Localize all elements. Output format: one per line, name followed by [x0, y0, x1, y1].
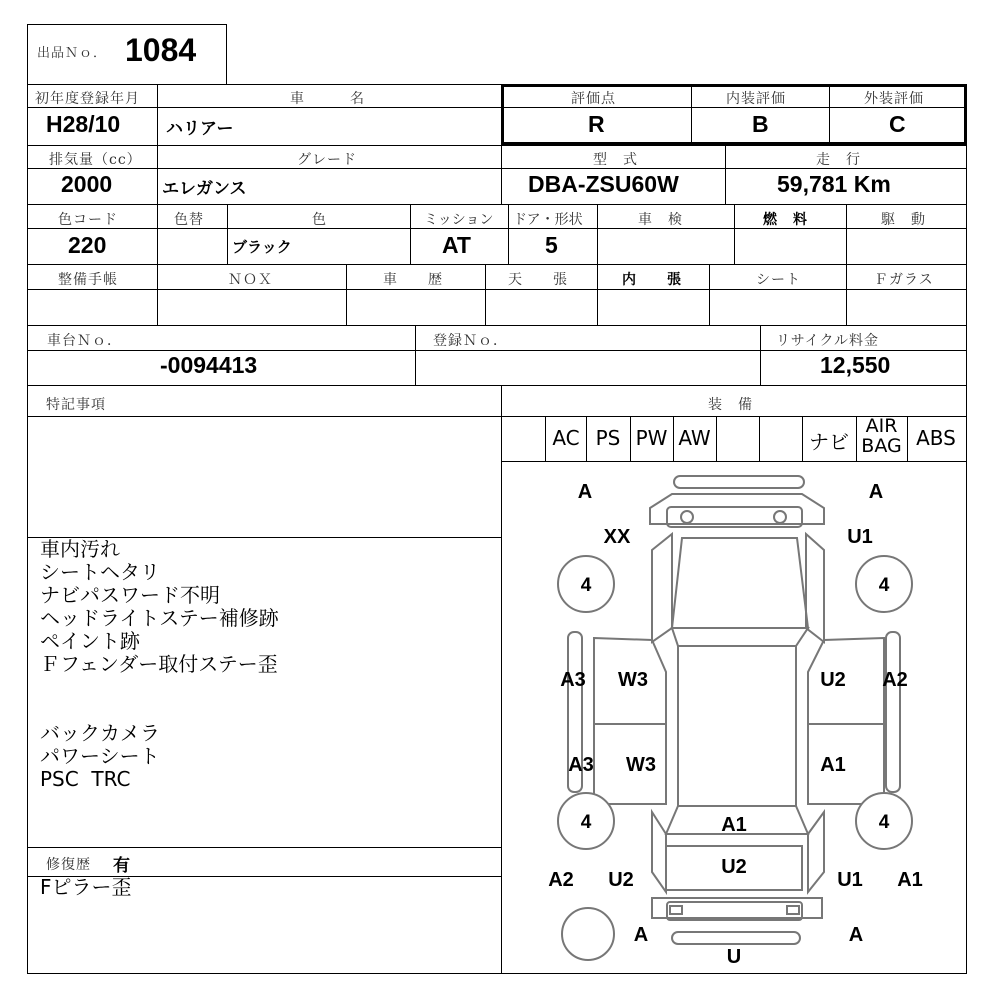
rule: [157, 264, 158, 325]
equipment-aw: AW: [678, 426, 711, 450]
rule: [597, 204, 598, 264]
rule: [734, 204, 735, 264]
rule: [485, 264, 486, 325]
note-line: パワーシート: [40, 744, 160, 768]
damage-mark: A: [848, 924, 864, 946]
lot-number: 1084: [125, 32, 197, 68]
damage-mark: U1: [847, 526, 873, 548]
mileage-label: 走 行: [816, 152, 861, 168]
rule: [27, 416, 967, 417]
interior-score-label: 内装評価: [726, 91, 786, 107]
chassis-number-value: -0094413: [160, 352, 258, 378]
note-line: ナビパスワード不明: [40, 583, 220, 607]
tire-fl: 4: [580, 575, 592, 596]
damage-mark: W3: [626, 754, 656, 776]
first-registration-value: H28/10: [46, 111, 121, 137]
model-code-value: DBA-ZSU60W: [528, 171, 679, 197]
grade-value: エレガンス: [162, 179, 247, 199]
tire-fr: 4: [878, 575, 890, 596]
mission-label: ミッション: [424, 212, 494, 228]
exterior-score-label: 外装評価: [864, 91, 924, 107]
spare-tire-icon: [562, 908, 614, 960]
rule: [415, 325, 416, 385]
maintenance-record-label: 整備手帳: [58, 272, 118, 288]
damage-mark: A3: [560, 669, 586, 691]
score-value: R: [588, 111, 605, 137]
repaint-label: 色替: [174, 212, 204, 228]
equipment-label: 装 備: [708, 397, 753, 413]
rule: [27, 350, 967, 351]
door-label: ドア・形状: [513, 212, 583, 228]
rule: [27, 385, 967, 386]
damage-mark: U2: [820, 669, 846, 691]
fuel-label: 燃 料: [763, 212, 808, 228]
lot-number-label: 出品Ｎｏ．: [37, 46, 108, 61]
recycle-fee-label: リサイクル料金: [776, 333, 880, 349]
rule: [27, 847, 502, 848]
damage-mark: U: [726, 946, 742, 968]
rule: [597, 264, 598, 325]
rule: [157, 145, 158, 204]
car-name-value: ハリアー: [166, 119, 234, 139]
rule: [27, 264, 967, 265]
interior-trim-label: 内 張: [622, 272, 682, 288]
equipment-pw: PW: [635, 426, 668, 450]
rule: [346, 264, 347, 325]
rule: [846, 264, 847, 325]
rule: [691, 84, 692, 145]
nox-label: ＮＯＸ: [228, 272, 273, 288]
car-name-label: 車 名: [290, 91, 365, 107]
color-value: ブラック: [232, 238, 292, 256]
equipment-ps: PS: [595, 426, 621, 450]
rule: [725, 145, 726, 204]
damage-mark: A1: [897, 869, 923, 891]
model-code-label: 型 式: [593, 152, 638, 168]
damage-mark: A: [868, 481, 884, 503]
tire-rr: 4: [878, 812, 890, 833]
equipment-navi: ナビ: [809, 430, 849, 454]
vehicle-history-label: 車 歴: [383, 272, 443, 288]
damage-mark: A1: [721, 814, 747, 836]
first-registration-label: 初年度登録年月: [35, 91, 140, 107]
damage-mark: A2: [882, 669, 908, 691]
rule: [846, 204, 847, 264]
note-line: ペイント跡: [40, 629, 140, 653]
recycle-fee-value: 12,550: [820, 352, 891, 378]
damage-mark: XX: [603, 526, 631, 548]
repair-history-value: 有: [113, 856, 130, 876]
note-line: バックカメラ: [40, 721, 160, 745]
repair-history-label: 修復歴: [46, 857, 91, 873]
rule: [716, 416, 717, 461]
mission-value: AT: [442, 232, 471, 258]
rule: [157, 204, 158, 264]
rule: [227, 204, 228, 264]
seat-label: シート: [756, 272, 801, 288]
damage-mark: U2: [721, 856, 747, 878]
damage-mark: W3: [618, 669, 648, 691]
mileage-value: 59,781 Km: [777, 171, 891, 197]
color-code-value: 220: [68, 232, 107, 258]
rule: [759, 416, 760, 461]
damage-mark: U1: [837, 869, 863, 891]
equipment-airbag: AIR BAG: [861, 415, 902, 457]
note-line: シートヘタリ: [40, 560, 160, 584]
rule: [760, 325, 761, 385]
notes-label: 特記事項: [46, 397, 106, 413]
rule: [829, 84, 830, 145]
repair-detail: Fピラー歪: [40, 875, 132, 899]
damage-mark: A1: [820, 754, 846, 776]
tire-rl: 4: [580, 812, 592, 833]
rule: [508, 204, 509, 264]
rule: [410, 204, 411, 264]
chassis-number-label: 車台Ｎｏ．: [47, 333, 122, 349]
note-line: PSC TRC: [40, 767, 131, 791]
displacement-value: 2000: [61, 171, 113, 197]
roof-lining-label: 天 張: [508, 272, 568, 288]
rule: [27, 145, 967, 146]
rule: [709, 264, 710, 325]
rule: [157, 84, 158, 145]
notes-list: [40, 538, 495, 791]
rule: [27, 289, 967, 290]
drive-label: 駆 動: [881, 212, 926, 228]
damage-mark: U2: [608, 869, 634, 891]
equipment-abs: ABS: [916, 426, 956, 450]
rule: [27, 325, 967, 326]
displacement-label: 排気量（cc）: [49, 152, 142, 168]
note-line: [40, 676, 495, 722]
note-line: Ｆフェンダー取付ステー歪: [40, 652, 278, 676]
rule: [27, 204, 967, 205]
registration-number-label: 登録Ｎｏ．: [433, 333, 508, 349]
damage-mark: A3: [568, 754, 594, 776]
interior-score-value: B: [752, 111, 769, 137]
grade-label: グレード: [297, 152, 357, 168]
equipment-ac: AC: [552, 426, 580, 450]
rule: [27, 228, 967, 229]
door-value: 5: [545, 232, 558, 258]
color-code-label: 色コード: [58, 212, 118, 228]
damage-mark: A: [577, 481, 593, 503]
exterior-score-value: C: [889, 111, 906, 137]
car-damage-diagram: [502, 462, 966, 973]
rule: [501, 145, 502, 204]
color-label: 色: [312, 212, 327, 228]
damage-mark: A: [633, 924, 649, 946]
front-glass-label: Ｆガラス: [874, 272, 934, 288]
score-label: 評価点: [571, 91, 616, 107]
note-line: 車内汚れ: [40, 537, 120, 561]
inspection-label: 車 検: [638, 212, 683, 228]
lot-number-box: [27, 24, 227, 84]
damage-mark: A2: [548, 869, 574, 891]
note-line: ヘッドライトステー補修跡: [40, 606, 279, 630]
